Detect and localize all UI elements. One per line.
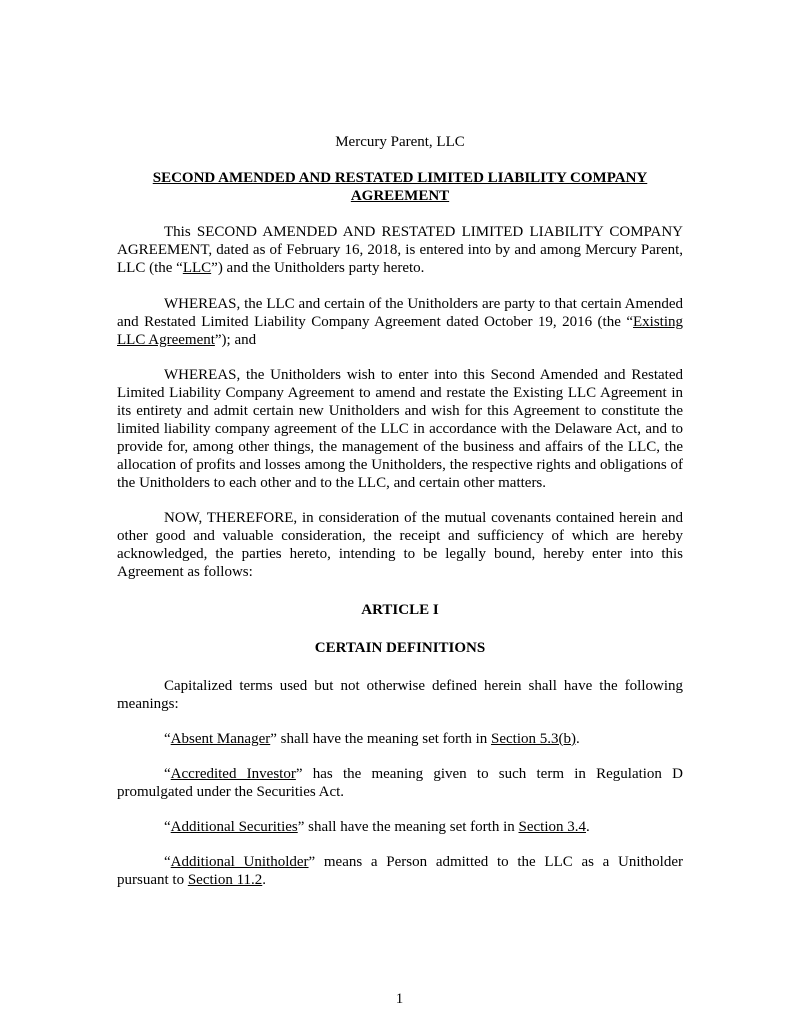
defined-term: Absent Manager xyxy=(170,731,271,747)
agreement-title: SECOND AMENDED AND RESTATED LIMITED LIABILITY COMPANY AGREEMENT xyxy=(152,170,648,204)
defined-term: Additional Securities xyxy=(170,819,298,835)
now-therefore-paragraph: NOW, THEREFORE, in consideration of the mutual covenants contained herein and other good and valuable consideration, the receipt and sufficiency of which are hereby acknowledged, the parties hereto, intending to be legally bound, hereby enter into this Agreement as follows: xyxy=(117,510,683,580)
intro-paragraph: This SECOND AMENDED AND RESTATED LIMITED LIABILITY COMPANY AGREEMENT, dated as of February 16, 2018, is entered into by and among Mercury Parent, LLC (the “LLC”) and the Unitholders party hereto. xyxy=(117,224,683,276)
section-reference: Section 11.2 xyxy=(187,872,263,888)
page-number: 1 xyxy=(395,991,404,1007)
definition-item: “Accredited Investor” has the meaning given to such term in Regulation D promulgated under the Securities Act. xyxy=(117,766,683,800)
definition-item: “Additional Unitholder” means a Person admitted to the LLC as a Unitholder pursuant to Section 11.2. xyxy=(117,854,683,888)
whereas-paragraph-1: WHEREAS, the LLC and certain of the Unitholders are party to that certain Amended and Restated Limited Liability Company Agreement dated October 19, 2016 (the “Existing LLC Agreement”); and xyxy=(117,296,683,348)
definition-item: “Additional Securities” shall have the meaning set forth in Section 3.4. xyxy=(164,819,590,835)
definition-item: “Absent Manager” shall have the meaning set forth in Section 5.3(b). xyxy=(164,731,580,747)
entity-name: Mercury Parent, LLC xyxy=(335,134,465,150)
article-title: CERTAIN DEFINITIONS xyxy=(314,640,486,656)
capitalized-terms-paragraph: Capitalized terms used but not otherwise defined herein shall have the following meanings: xyxy=(117,678,683,712)
defined-term: Accredited Investor xyxy=(170,766,296,782)
section-reference: Section 5.3(b) xyxy=(491,731,576,747)
section-reference: Section 3.4 xyxy=(518,819,587,835)
article-heading: ARTICLE I xyxy=(361,602,439,618)
llc-defined-term: LLC xyxy=(182,260,212,276)
whereas-paragraph-2: WHEREAS, the Unitholders wish to enter into this Second Amended and Restated Limited Liability Company Agreement to amend and restate the Existing LLC Agreement in its entirety and admit certain new Unitholders and wish for this Agreement to constitute the limited liability company agreement of the LLC in accordance with the Delaware Act, and to provide for, among other things, the management of the business and affairs of the LLC, the allocation of profits and losses among the Unitholders, the respective rights and obligations of the Unitholders to each other and to the LLC, and certain other matters. xyxy=(117,367,683,491)
existing-llc-agreement-term: Existing LLC Agreement xyxy=(117,314,683,348)
defined-term: Additional Unitholder xyxy=(170,854,309,870)
document-page xyxy=(117,133,683,889)
